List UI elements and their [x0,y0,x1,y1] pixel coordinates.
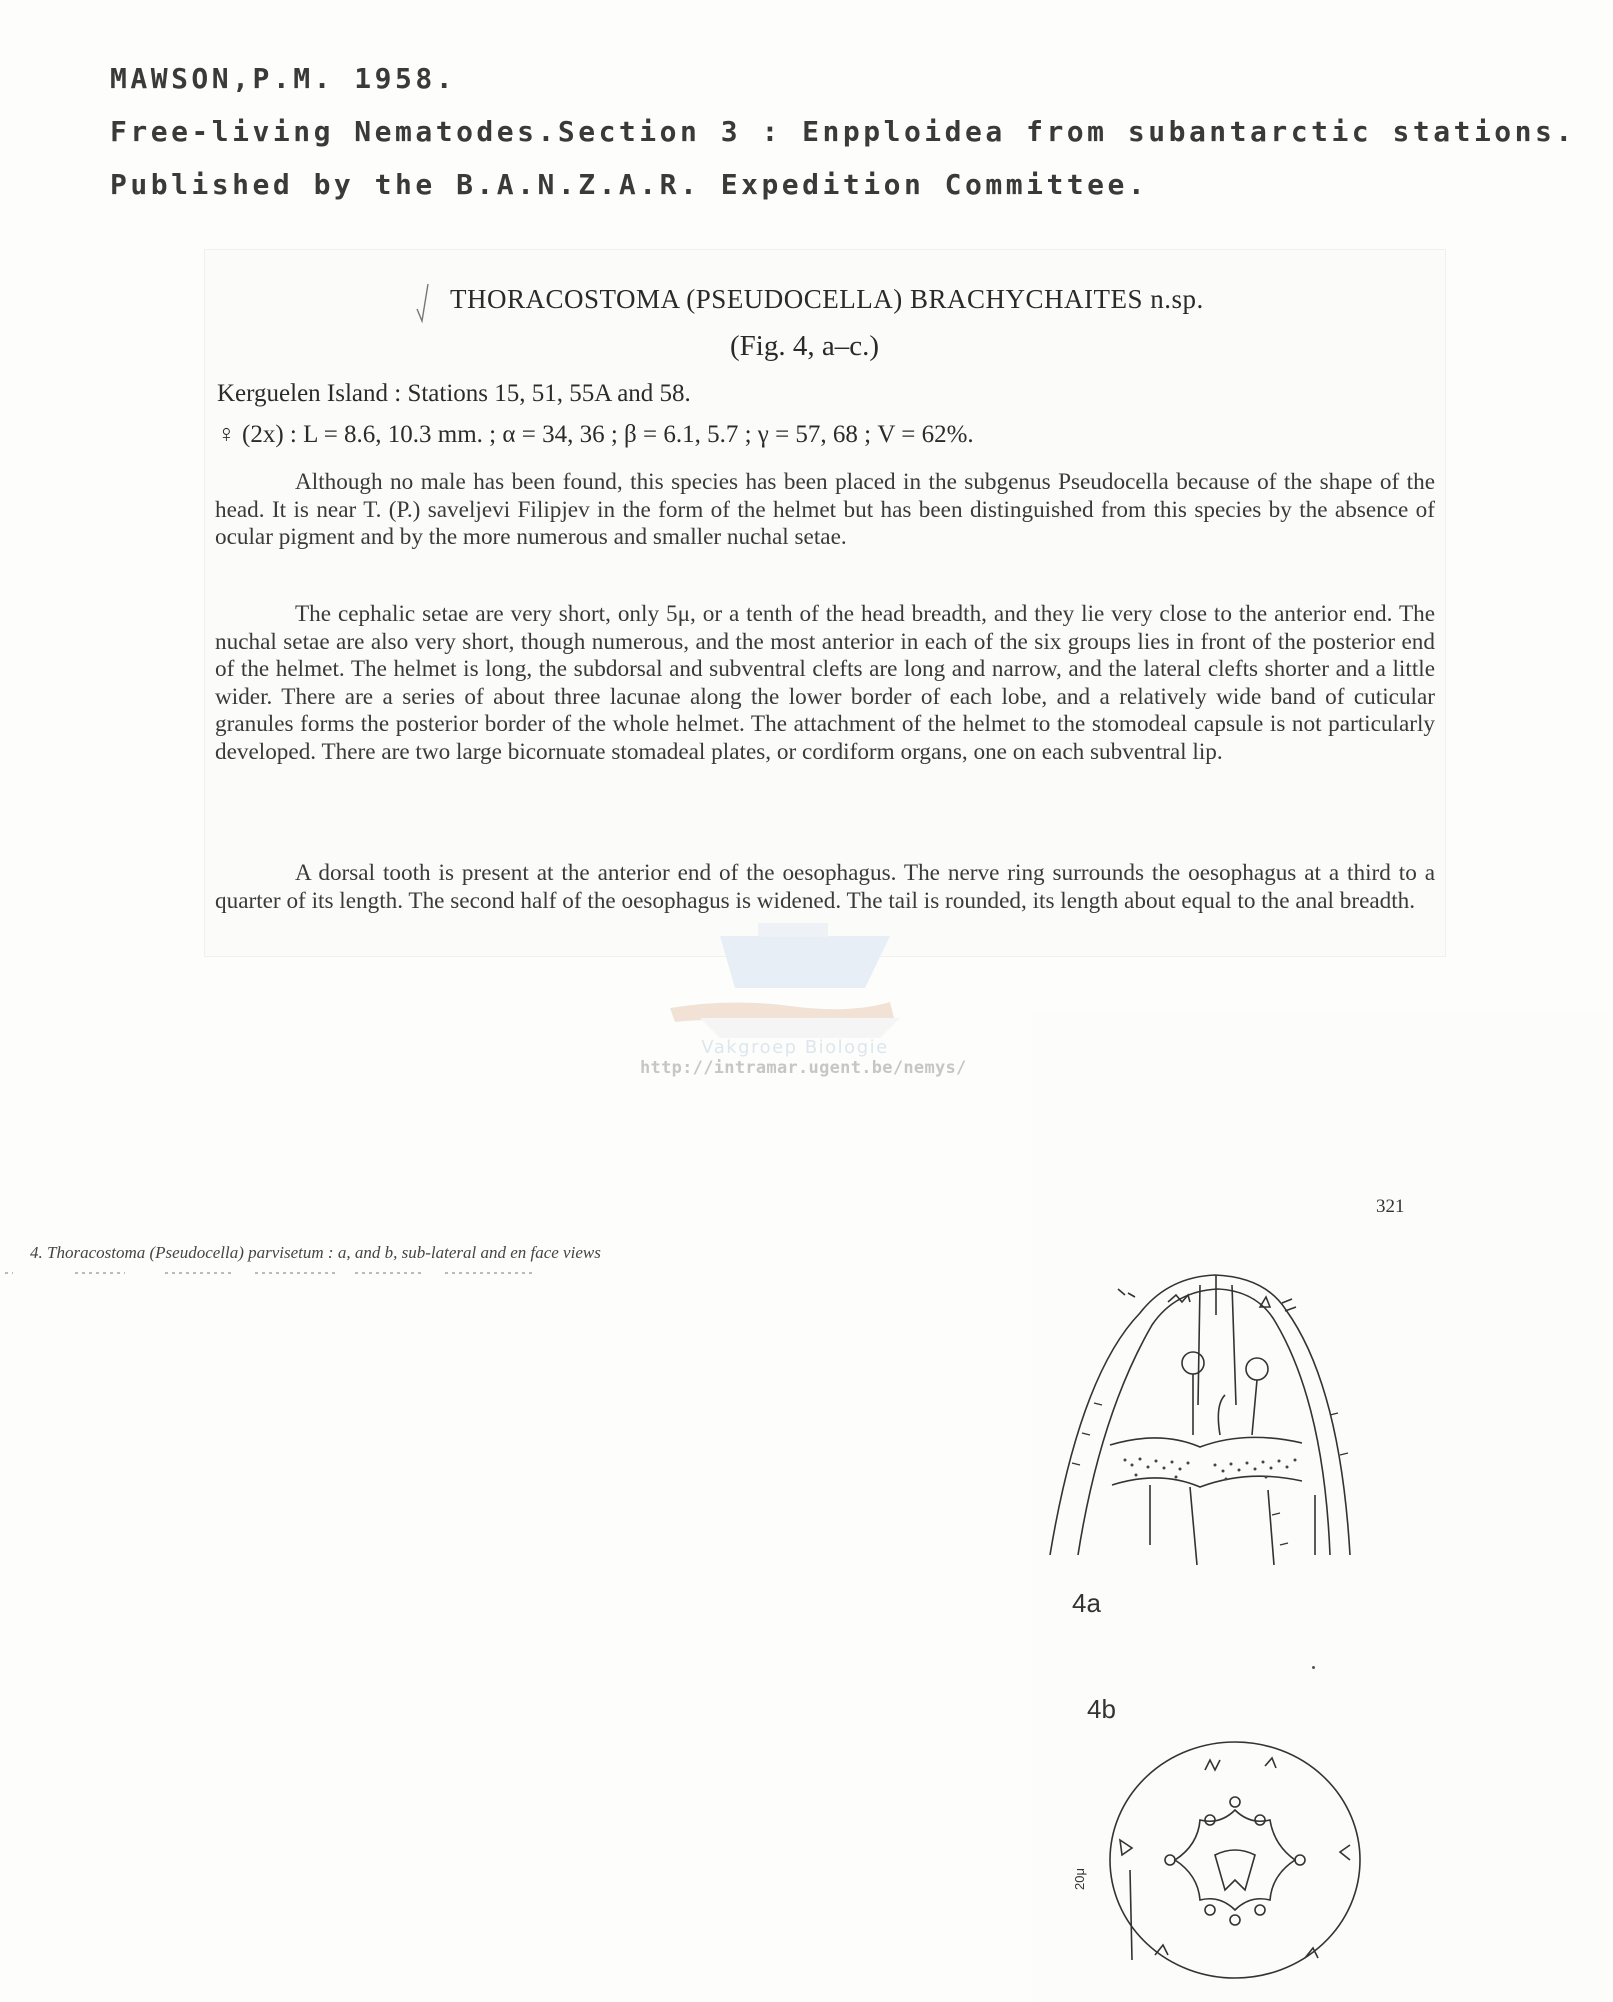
watermark-url: http://intramar.ugent.be/nemys/ [640,1058,967,1078]
paragraph [215,469,1435,552]
figure-reference: (Fig. 4, a–c.) [730,330,879,362]
check-mark-icon [416,283,430,323]
paragraph-text: Although no male has been found, this species has been placed in the subgenus Pseudocella because of the shape of the head. It is near T. (P.) saveljevi Filipjev in the form of the helmet but has been distinguished from this species by the absence of ocular pigment and by the more numerous and smaller nuchal setae. [215,469,1435,551]
page-number: 321 [1376,1196,1405,1217]
ship-logo-watermark [640,918,960,1078]
citation-line-title: Free-living Nematodes.Section 3 : Enpploidea from subantarctic stations. [110,115,1576,148]
paragraph-text: The cephalic setae are very short, only 5μ, or a tenth of the head breadth, and they lie very close to the anterior end. The nuchal setae are also very short, though numerous, and the most anterior in each of the six groups lies in front of the posterior end of the helmet. The helmet is long, the subdorsal and subventral clefts are long and narrow, and the lateral clefts shorter and a little wider. There are a series of about three lacunae along the lower border of each lobe, and a relatively wide band of cuticular granules forms the posterior border of the whole helmet. The attachment of the helmet to the stomodeal capsule is not particularly developed. There are two large bicornuate stomadeal plates, or cordiform organs, one on each subventral lip. [215,601,1435,765]
stray-mark [1312,1666,1315,1669]
citation-line-author-year: MAWSON,P.M. 1958. [110,62,457,95]
locality-line: Kerguelen Island : Stations 15, 51, 55A and 58. [217,380,691,407]
measurements-line: ♀ (2x) : L = 8.6, 10.3 mm. ; α = 34, 36 ; β = 6.1, 5.7 ; γ = 57, 68 ; V = 62%. [217,421,974,448]
figure-4b-en-face-drawing [1060,1720,1390,1980]
figure-label-4b: 4b [1087,1694,1116,1724]
citation-line-publisher: Published by the B.A.N.Z.A.R. Expedition Committee. [110,168,1149,201]
paragraph [215,860,1435,915]
figure-4a-head-drawing [1040,1255,1400,1585]
figure-label-4a: 4a [1072,1588,1101,1618]
cut-caption-remnant [5,1270,585,1276]
scale-bar-label: 20μ [1072,1868,1087,1890]
watermark-text: Vakgroep Biologie [701,1037,889,1058]
figure-caption: 4. Thoracostoma (Pseudocella) parvisetum : a, and b, sub-lateral and en face views [30,1243,601,1262]
typed-citation-header [110,52,1590,211]
species-title: THORACOSTOMA (PSEUDOCELLA) BRACHYCHAITES n.sp. [450,284,1204,314]
paragraph [215,601,1435,767]
paragraph-text: A dorsal tooth is present at the anterior end of the oesophagus. The nerve ring surrounds the oesophagus at a third to a quarter of its length. The second half of the oesophagus is widened. The tail is rounded, its length about equal to the anal breadth. [215,860,1435,914]
